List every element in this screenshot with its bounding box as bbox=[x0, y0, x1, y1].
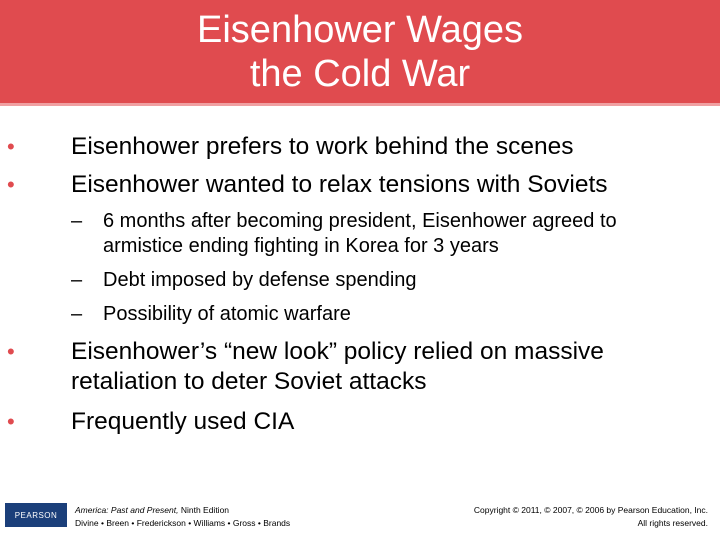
bullet-text: Eisenhower prefers to work behind the scenes bbox=[71, 133, 574, 160]
slide-footer bbox=[0, 476, 720, 540]
bullet-icon: • bbox=[7, 134, 15, 159]
slide-title-line-2: the Cold War bbox=[249, 52, 471, 95]
bullet-icon: • bbox=[7, 172, 15, 197]
dash-icon: – bbox=[71, 303, 83, 325]
book-edition: Ninth Edition bbox=[178, 505, 230, 515]
slide-title-line-1: Eisenhower Wages bbox=[197, 8, 523, 51]
sub-bullet-text: Possibility of atomic warfare bbox=[103, 303, 351, 325]
dash-icon: – bbox=[71, 210, 83, 232]
copyright-notice bbox=[474, 504, 708, 530]
dash-icon: – bbox=[71, 269, 83, 291]
bullet-text: Eisenhower’s “new look” policy relied on massive retaliation to deter Soviet attacks bbox=[71, 338, 604, 395]
book-title: America: Past and Present, bbox=[75, 505, 179, 515]
sub-bullet-text: 6 months after becoming president, Eisenhower agreed to armistice ending fighting in Korea for 3 years bbox=[103, 210, 617, 257]
bullet-text: Eisenhower wanted to relax tensions with Soviets bbox=[71, 171, 608, 198]
bullet-icon: • bbox=[7, 339, 15, 364]
bullet-icon: • bbox=[7, 409, 15, 434]
bullet-text: Frequently used CIA bbox=[71, 408, 295, 435]
copyright-text: Copyright © 2011, © 2007, © 2006 by Pearson Education, Inc. bbox=[473, 505, 708, 515]
logo-text: PEARSON bbox=[14, 510, 58, 520]
book-citation bbox=[75, 504, 290, 530]
pearson-logo bbox=[5, 503, 67, 527]
book-authors: Divine • Breen • Frederickson • Williams • Gross • Brands bbox=[75, 518, 291, 528]
title-bar bbox=[0, 0, 720, 106]
rights-text: All rights reserved. bbox=[637, 518, 708, 528]
sub-bullet-text: Debt imposed by defense spending bbox=[103, 269, 417, 291]
